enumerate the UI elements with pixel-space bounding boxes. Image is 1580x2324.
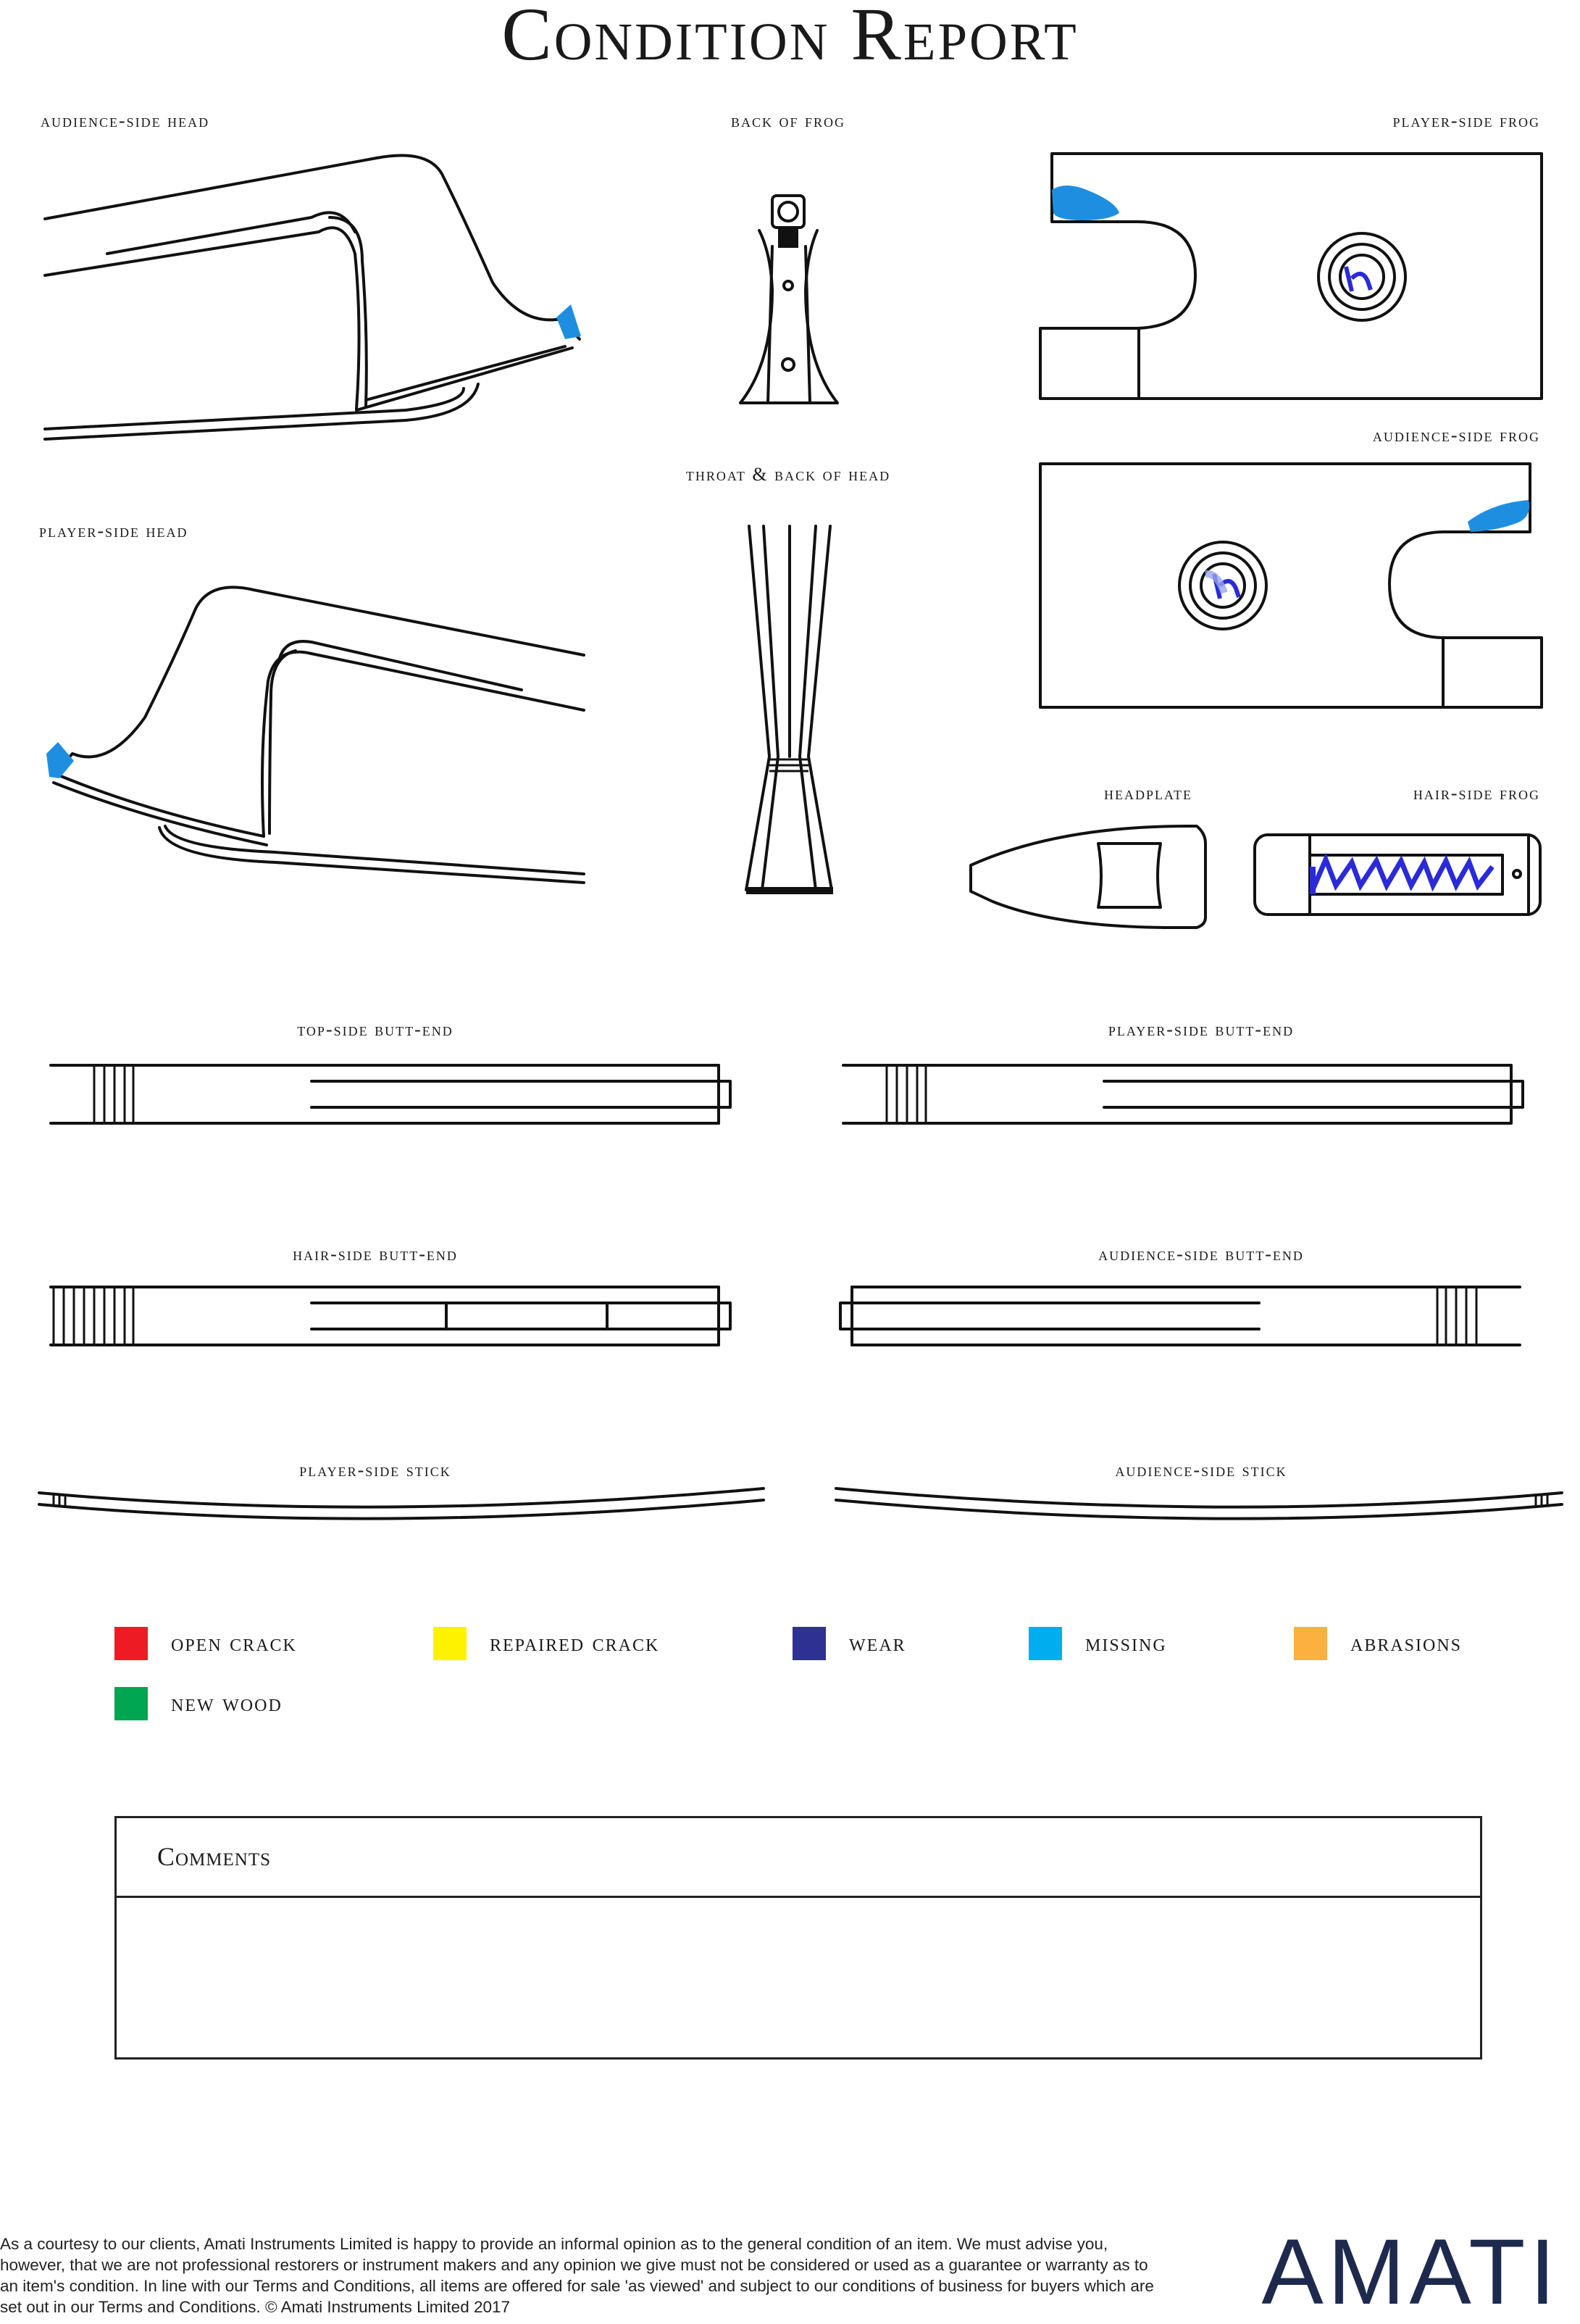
label-audience-side-stick: audience-side stick — [1115, 1459, 1287, 1480]
legend-missing — [1029, 1625, 1167, 1662]
diagram-audience-side-head — [45, 155, 581, 439]
diagram-audience-side-stick — [836, 1488, 1562, 1519]
legend-label: missing — [1085, 1630, 1167, 1657]
label-audience-side-butt-end: audience-side butt-end — [1098, 1244, 1304, 1265]
diagram-player-side-butt-end — [843, 1065, 1523, 1123]
legend-label: new wood — [171, 1690, 283, 1717]
label-back-of-frog: back of frog — [730, 110, 846, 131]
label-audience-side-frog: audience-side frog — [1372, 425, 1540, 446]
missing-mark — [556, 304, 581, 339]
legend-swatch — [1294, 1627, 1327, 1660]
legend-swatch — [1029, 1627, 1062, 1660]
legend-abrasions — [1294, 1625, 1462, 1662]
wear-mark — [1313, 859, 1492, 890]
diagram-hair-side-butt-end — [51, 1287, 730, 1345]
label-player-side-butt-end: player-side butt-end — [1108, 1019, 1295, 1040]
label-player-side-frog: player-side frog — [1392, 110, 1540, 131]
disclaimer-text: As a courtesy to our clients, Amati Instruments Limited is happy to provide an informal opinion as to the general condition of an item. We must advise you, however, that we are not professional restorers or instrument makers and any opinion we give must not be considered or used as a guarantee or warranty as to an item's condition. In line with our Terms and Conditions, all items are offered for sale 'as viewed' and subject to our conditions of business for buyers which are set out in our Terms and Conditions. © Amati Instruments Limited 2017 — [0, 2235, 1154, 2316]
legend-label: open crack — [171, 1630, 297, 1657]
diagram-player-side-frog — [1040, 154, 1542, 399]
legend-label: abrasions — [1350, 1630, 1463, 1657]
amati-logo: AMATI — [1261, 2220, 1560, 2324]
legend-new-wood — [114, 1686, 283, 1722]
legend-open-crack — [114, 1625, 297, 1662]
label-player-side-head: player-side head — [39, 520, 188, 541]
label-hair-side-frog: hair-side frog — [1413, 783, 1540, 804]
legend-swatch — [433, 1627, 467, 1660]
legend-wear — [793, 1625, 906, 1662]
missing-mark — [1052, 186, 1119, 220]
legend-swatch — [114, 1627, 148, 1660]
label-player-side-stick: player-side stick — [299, 1459, 451, 1480]
wear-mark — [1346, 267, 1371, 291]
label-headplate: headplate — [1104, 783, 1192, 804]
diagram-throat-back-of-head — [746, 526, 833, 894]
comments-field[interactable] — [117, 1898, 1480, 2057]
legend-label: wear — [849, 1630, 906, 1657]
diagram-headplate — [971, 826, 1205, 928]
diagram-audience-side-frog — [1040, 464, 1542, 707]
comments-box — [114, 1816, 1482, 2059]
label-audience-side-head: audience-side head — [41, 110, 210, 131]
label-top-side-butt-end: top-side butt-end — [297, 1019, 453, 1040]
diagram-back-of-frog — [740, 196, 837, 403]
missing-mark — [1468, 500, 1529, 532]
legend-repaired-crack — [433, 1625, 659, 1662]
diagram-top-side-butt-end — [51, 1065, 730, 1123]
page-title: Condition Report — [501, 0, 1079, 76]
comments-heading: Comments — [117, 1818, 1480, 1898]
label-throat-back-of-head: throat & back of head — [685, 464, 891, 485]
legend-swatch — [114, 1687, 148, 1720]
legend-label: repaired crack — [490, 1630, 660, 1657]
diagram-player-side-stick — [39, 1488, 764, 1519]
legend-swatch — [793, 1627, 826, 1660]
diagram-player-side-head — [46, 587, 584, 883]
label-hair-side-butt-end: hair-side butt-end — [293, 1244, 458, 1265]
diagram-hair-side-frog — [1255, 835, 1540, 915]
diagram-audience-side-butt-end — [840, 1287, 1520, 1345]
missing-mark — [46, 742, 74, 778]
